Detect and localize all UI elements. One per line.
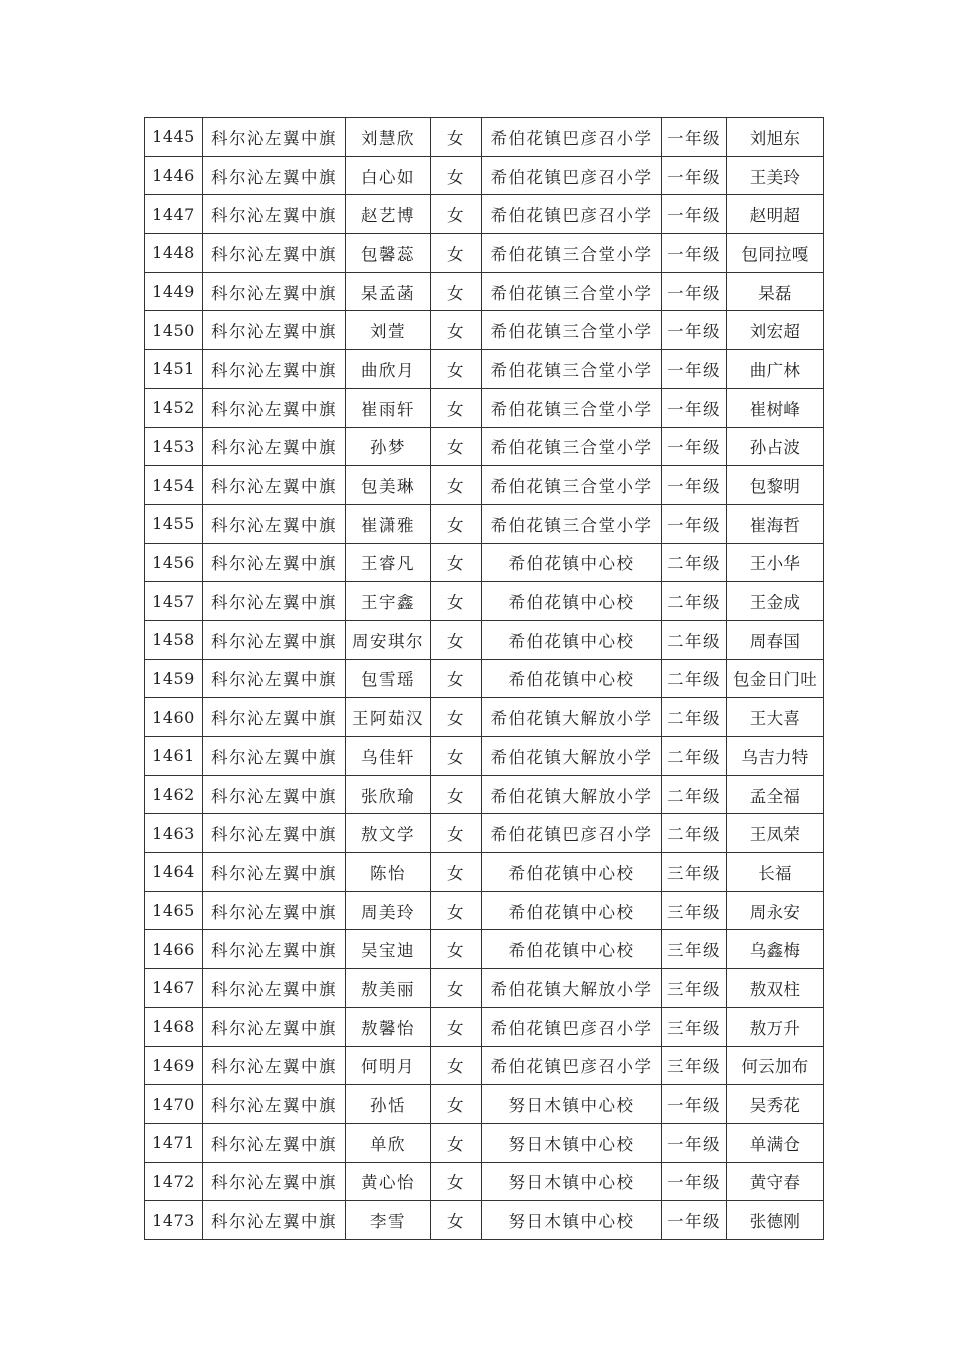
guardian-name-cell: 包金日门吐	[727, 659, 824, 698]
county-cell: 科尔沁左翼中旗	[203, 930, 346, 969]
grade-cell: 一年级	[662, 427, 727, 466]
grade-cell: 一年级	[662, 156, 727, 195]
gender-cell: 女	[431, 775, 482, 814]
student-name-cell: 王睿凡	[346, 543, 431, 582]
school-cell: 努日木镇中心校	[482, 1162, 662, 1201]
guardian-name-cell: 敖万升	[727, 1007, 824, 1046]
row-number: 1468	[145, 1007, 203, 1046]
gender-cell: 女	[431, 737, 482, 776]
gender-cell: 女	[431, 582, 482, 621]
county-cell: 科尔沁左翼中旗	[203, 891, 346, 930]
table-row	[145, 195, 824, 234]
student-name-cell: 王宇鑫	[346, 582, 431, 621]
grade-cell: 一年级	[662, 1085, 727, 1124]
gender-cell: 女	[431, 156, 482, 195]
guardian-name-cell: 何云加布	[727, 1046, 824, 1085]
student-name-cell: 周美玲	[346, 891, 431, 930]
gender-cell: 女	[431, 1046, 482, 1085]
school-cell: 希伯花镇巴彦召小学	[482, 1007, 662, 1046]
grade-cell: 一年级	[662, 350, 727, 389]
table-row	[145, 659, 824, 698]
county-cell: 科尔沁左翼中旗	[203, 1046, 346, 1085]
gender-cell: 女	[431, 388, 482, 427]
gender-cell: 女	[431, 427, 482, 466]
county-cell: 科尔沁左翼中旗	[203, 737, 346, 776]
guardian-name-cell: 杲磊	[727, 272, 824, 311]
grade-cell: 二年级	[662, 775, 727, 814]
table-row	[145, 350, 824, 389]
row-number: 1460	[145, 698, 203, 737]
gender-cell: 女	[431, 930, 482, 969]
grade-cell: 二年级	[662, 659, 727, 698]
gender-cell: 女	[431, 659, 482, 698]
table-row	[145, 582, 824, 621]
table-row	[145, 156, 824, 195]
row-number: 1469	[145, 1046, 203, 1085]
grade-cell: 一年级	[662, 1201, 727, 1240]
table-row	[145, 311, 824, 350]
table-row	[145, 969, 824, 1008]
grade-cell: 一年级	[662, 1123, 727, 1162]
guardian-name-cell: 长福	[727, 853, 824, 892]
school-cell: 希伯花镇大解放小学	[482, 775, 662, 814]
county-cell: 科尔沁左翼中旗	[203, 543, 346, 582]
gender-cell: 女	[431, 969, 482, 1008]
student-name-cell: 周安琪尔	[346, 620, 431, 659]
row-number: 1463	[145, 814, 203, 853]
county-cell: 科尔沁左翼中旗	[203, 118, 346, 157]
row-number: 1452	[145, 388, 203, 427]
guardian-name-cell: 周永安	[727, 891, 824, 930]
school-cell: 希伯花镇大解放小学	[482, 737, 662, 776]
grade-cell: 二年级	[662, 814, 727, 853]
school-cell: 希伯花镇三合堂小学	[482, 427, 662, 466]
guardian-name-cell: 乌吉力特	[727, 737, 824, 776]
school-cell: 希伯花镇巴彦召小学	[482, 814, 662, 853]
county-cell: 科尔沁左翼中旗	[203, 1085, 346, 1124]
grade-cell: 一年级	[662, 272, 727, 311]
table-row	[145, 1085, 824, 1124]
school-cell: 希伯花镇三合堂小学	[482, 350, 662, 389]
table-row	[145, 814, 824, 853]
row-number: 1447	[145, 195, 203, 234]
grade-cell: 一年级	[662, 118, 727, 157]
row-number: 1455	[145, 504, 203, 543]
student-name-cell: 包雪瑶	[346, 659, 431, 698]
guardian-name-cell: 周春国	[727, 620, 824, 659]
student-name-cell: 敖馨怡	[346, 1007, 431, 1046]
table-row	[145, 504, 824, 543]
row-number: 1464	[145, 853, 203, 892]
student-name-cell: 李雪	[346, 1201, 431, 1240]
table-row	[145, 388, 824, 427]
grade-cell: 三年级	[662, 891, 727, 930]
school-cell: 希伯花镇巴彦召小学	[482, 195, 662, 234]
row-number: 1467	[145, 969, 203, 1008]
grade-cell: 三年级	[662, 853, 727, 892]
table-row	[145, 427, 824, 466]
student-name-cell: 陈怡	[346, 853, 431, 892]
guardian-name-cell: 王美玲	[727, 156, 824, 195]
school-cell: 希伯花镇中心校	[482, 891, 662, 930]
school-cell: 希伯花镇中心校	[482, 853, 662, 892]
county-cell: 科尔沁左翼中旗	[203, 814, 346, 853]
county-cell: 科尔沁左翼中旗	[203, 350, 346, 389]
gender-cell: 女	[431, 466, 482, 505]
row-number: 1450	[145, 311, 203, 350]
school-cell: 希伯花镇中心校	[482, 543, 662, 582]
school-cell: 努日木镇中心校	[482, 1201, 662, 1240]
student-name-cell: 张欣瑜	[346, 775, 431, 814]
table-row	[145, 1123, 824, 1162]
student-name-cell: 王阿茹汉	[346, 698, 431, 737]
student-name-cell: 敖美丽	[346, 969, 431, 1008]
gender-cell: 女	[431, 1201, 482, 1240]
table-row	[145, 1162, 824, 1201]
grade-cell: 一年级	[662, 1162, 727, 1201]
student-name-cell: 白心如	[346, 156, 431, 195]
gender-cell: 女	[431, 118, 482, 157]
county-cell: 科尔沁左翼中旗	[203, 195, 346, 234]
guardian-name-cell: 黄守春	[727, 1162, 824, 1201]
gender-cell: 女	[431, 1123, 482, 1162]
gender-cell: 女	[431, 891, 482, 930]
student-name-cell: 曲欣月	[346, 350, 431, 389]
gender-cell: 女	[431, 1007, 482, 1046]
county-cell: 科尔沁左翼中旗	[203, 659, 346, 698]
student-name-cell: 敖文学	[346, 814, 431, 853]
grade-cell: 三年级	[662, 1007, 727, 1046]
student-name-cell: 刘慧欣	[346, 118, 431, 157]
school-cell: 希伯花镇三合堂小学	[482, 272, 662, 311]
school-cell: 希伯花镇中心校	[482, 620, 662, 659]
row-number: 1454	[145, 466, 203, 505]
table-row	[145, 853, 824, 892]
grade-cell: 二年级	[662, 698, 727, 737]
student-name-cell: 包馨蕊	[346, 234, 431, 273]
row-number: 1461	[145, 737, 203, 776]
student-name-cell: 何明月	[346, 1046, 431, 1085]
county-cell: 科尔沁左翼中旗	[203, 234, 346, 273]
guardian-name-cell: 孟全福	[727, 775, 824, 814]
gender-cell: 女	[431, 350, 482, 389]
grade-cell: 一年级	[662, 388, 727, 427]
row-number: 1453	[145, 427, 203, 466]
school-cell: 希伯花镇三合堂小学	[482, 388, 662, 427]
school-cell: 希伯花镇中心校	[482, 582, 662, 621]
guardian-name-cell: 崔海哲	[727, 504, 824, 543]
roster-body	[145, 118, 824, 1240]
row-number: 1445	[145, 118, 203, 157]
guardian-name-cell: 张德刚	[727, 1201, 824, 1240]
school-cell: 希伯花镇三合堂小学	[482, 234, 662, 273]
school-cell: 希伯花镇大解放小学	[482, 698, 662, 737]
table-row	[145, 1201, 824, 1240]
table-row	[145, 930, 824, 969]
gender-cell: 女	[431, 1162, 482, 1201]
row-number: 1458	[145, 620, 203, 659]
table-row	[145, 620, 824, 659]
county-cell: 科尔沁左翼中旗	[203, 1123, 346, 1162]
gender-cell: 女	[431, 272, 482, 311]
student-name-cell: 乌佳轩	[346, 737, 431, 776]
county-cell: 科尔沁左翼中旗	[203, 853, 346, 892]
grade-cell: 一年级	[662, 504, 727, 543]
row-number: 1471	[145, 1123, 203, 1162]
table-row	[145, 272, 824, 311]
grade-cell: 三年级	[662, 969, 727, 1008]
gender-cell: 女	[431, 311, 482, 350]
table-row	[145, 234, 824, 273]
guardian-name-cell: 敖双柱	[727, 969, 824, 1008]
gender-cell: 女	[431, 814, 482, 853]
guardian-name-cell: 赵明超	[727, 195, 824, 234]
gender-cell: 女	[431, 1085, 482, 1124]
county-cell: 科尔沁左翼中旗	[203, 1162, 346, 1201]
row-number: 1465	[145, 891, 203, 930]
student-name-cell: 杲孟菡	[346, 272, 431, 311]
school-cell: 希伯花镇巴彦召小学	[482, 118, 662, 157]
guardian-name-cell: 刘旭东	[727, 118, 824, 157]
county-cell: 科尔沁左翼中旗	[203, 156, 346, 195]
student-name-cell: 刘萱	[346, 311, 431, 350]
grade-cell: 三年级	[662, 930, 727, 969]
guardian-name-cell: 吴秀花	[727, 1085, 824, 1124]
guardian-name-cell: 王金成	[727, 582, 824, 621]
grade-cell: 一年级	[662, 195, 727, 234]
school-cell: 希伯花镇中心校	[482, 659, 662, 698]
table-row	[145, 775, 824, 814]
guardian-name-cell: 曲广林	[727, 350, 824, 389]
table-row	[145, 891, 824, 930]
row-number: 1466	[145, 930, 203, 969]
grade-cell: 二年级	[662, 620, 727, 659]
grade-cell: 一年级	[662, 234, 727, 273]
row-number: 1456	[145, 543, 203, 582]
county-cell: 科尔沁左翼中旗	[203, 775, 346, 814]
row-number: 1462	[145, 775, 203, 814]
student-name-cell: 黄心怡	[346, 1162, 431, 1201]
guardian-name-cell: 乌鑫梅	[727, 930, 824, 969]
school-cell: 希伯花镇中心校	[482, 930, 662, 969]
row-number: 1451	[145, 350, 203, 389]
guardian-name-cell: 王小华	[727, 543, 824, 582]
school-cell: 希伯花镇巴彦召小学	[482, 156, 662, 195]
row-number: 1459	[145, 659, 203, 698]
county-cell: 科尔沁左翼中旗	[203, 388, 346, 427]
school-cell: 希伯花镇巴彦召小学	[482, 1046, 662, 1085]
county-cell: 科尔沁左翼中旗	[203, 1007, 346, 1046]
guardian-name-cell: 包黎明	[727, 466, 824, 505]
table-row	[145, 466, 824, 505]
guardian-name-cell: 王凤荣	[727, 814, 824, 853]
gender-cell: 女	[431, 504, 482, 543]
grade-cell: 二年级	[662, 737, 727, 776]
row-number: 1448	[145, 234, 203, 273]
roster-table	[144, 117, 824, 1240]
school-cell: 希伯花镇三合堂小学	[482, 466, 662, 505]
table-row	[145, 118, 824, 157]
table-row	[145, 1007, 824, 1046]
student-name-cell: 赵艺博	[346, 195, 431, 234]
gender-cell: 女	[431, 543, 482, 582]
gender-cell: 女	[431, 620, 482, 659]
guardian-name-cell: 王大喜	[727, 698, 824, 737]
school-cell: 希伯花镇大解放小学	[482, 969, 662, 1008]
student-name-cell: 孙梦	[346, 427, 431, 466]
guardian-name-cell: 孙占波	[727, 427, 824, 466]
school-cell: 希伯花镇三合堂小学	[482, 311, 662, 350]
student-name-cell: 孙恬	[346, 1085, 431, 1124]
guardian-name-cell: 刘宏超	[727, 311, 824, 350]
county-cell: 科尔沁左翼中旗	[203, 582, 346, 621]
table-row	[145, 1046, 824, 1085]
school-cell: 希伯花镇三合堂小学	[482, 504, 662, 543]
row-number: 1472	[145, 1162, 203, 1201]
gender-cell: 女	[431, 234, 482, 273]
row-number: 1470	[145, 1085, 203, 1124]
county-cell: 科尔沁左翼中旗	[203, 427, 346, 466]
gender-cell: 女	[431, 698, 482, 737]
guardian-name-cell: 单满仓	[727, 1123, 824, 1162]
student-name-cell: 包美琳	[346, 466, 431, 505]
grade-cell: 三年级	[662, 1046, 727, 1085]
county-cell: 科尔沁左翼中旗	[203, 504, 346, 543]
grade-cell: 二年级	[662, 543, 727, 582]
student-name-cell: 崔潇雅	[346, 504, 431, 543]
county-cell: 科尔沁左翼中旗	[203, 311, 346, 350]
grade-cell: 一年级	[662, 466, 727, 505]
guardian-name-cell: 崔树峰	[727, 388, 824, 427]
county-cell: 科尔沁左翼中旗	[203, 272, 346, 311]
county-cell: 科尔沁左翼中旗	[203, 620, 346, 659]
county-cell: 科尔沁左翼中旗	[203, 466, 346, 505]
county-cell: 科尔沁左翼中旗	[203, 969, 346, 1008]
school-cell: 努日木镇中心校	[482, 1085, 662, 1124]
county-cell: 科尔沁左翼中旗	[203, 698, 346, 737]
gender-cell: 女	[431, 195, 482, 234]
table-row	[145, 543, 824, 582]
grade-cell: 二年级	[662, 582, 727, 621]
row-number: 1457	[145, 582, 203, 621]
guardian-name-cell: 包同拉嘎	[727, 234, 824, 273]
grade-cell: 一年级	[662, 311, 727, 350]
county-cell: 科尔沁左翼中旗	[203, 1201, 346, 1240]
student-name-cell: 吴宝迪	[346, 930, 431, 969]
table-row	[145, 698, 824, 737]
student-name-cell: 崔雨轩	[346, 388, 431, 427]
row-number: 1473	[145, 1201, 203, 1240]
school-cell: 努日木镇中心校	[482, 1123, 662, 1162]
row-number: 1446	[145, 156, 203, 195]
table-row	[145, 737, 824, 776]
gender-cell: 女	[431, 853, 482, 892]
row-number: 1449	[145, 272, 203, 311]
student-name-cell: 单欣	[346, 1123, 431, 1162]
